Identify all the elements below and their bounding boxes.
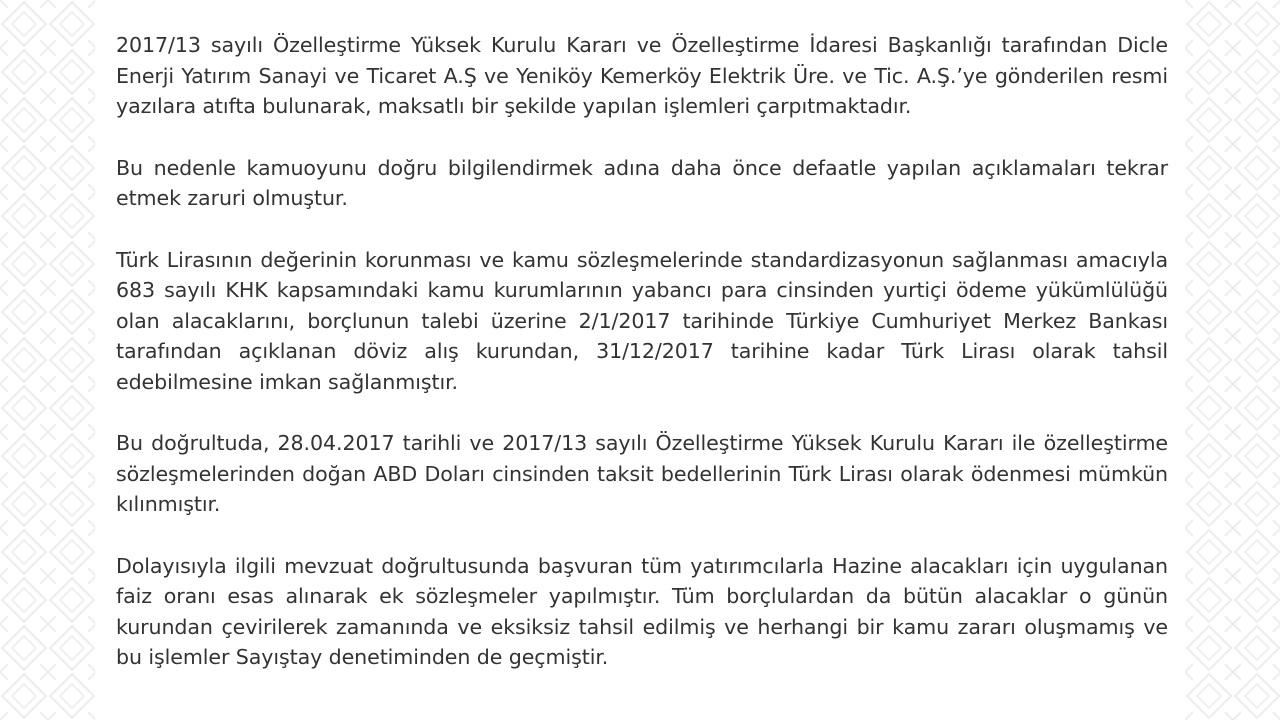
document-body: [116, 30, 1168, 704]
decorative-pattern-right: [1185, 0, 1280, 720]
paragraph: Türk Lirasının değerinin korunması ve kamu sözleşmelerinde standardizasyonun sağlanması amacıyla 683 sayılı KHK kapsamındaki kamu kurumlarının yabancı para cinsinden yurtiçi ödeme yükümlülüğü olan alacaklarını, borçlunun talebi üzerine 2/1/2017 tarihinde Türkiye Cumhuriyet Merkez Bankası tarafından açıklanan döviz alış kurundan, 31/12/2017 tarihine kadar Türk Lirası olarak tahsil edebilmesine imkan sağlanmıştır.: [116, 247, 1168, 394]
paragraph: Bu doğrultuda, 28.04.2017 tarihli ve 2017/13 sayılı Özelleştirme Yüksek Kurulu Kararı ile özelleştirme sözleşmelerinden doğan ABD Doları cinsinden taksit bedellerinin Türk Lirası olarak ödenmesi mümkün kılınmıştır.: [116, 431, 1168, 516]
decorative-pattern-left: [0, 0, 95, 720]
paragraph: Bu nedenle kamuoyunu doğru bilgilendirmek adına daha önce defaatle yapılan açıklamaları tekrar etmek zaruri olmuştur.: [116, 155, 1168, 210]
paragraph: 2017/13 sayılı Özelleştirme Yüksek Kurulu Kararı ve Özelleştirme İdaresi Başkanlığı tarafından Dicle Enerji Yatırım Sanayi ve Ticaret A.Ş ve Yeniköy Kemerköy Elektrik Üre. ve Tic. A.Ş.’ye gönderilen resmi yazılara atıfta bulunarak, maksatlı bir şekilde yapılan işlemleri çarpıtmaktadır.: [116, 33, 1168, 118]
paragraph: Dolayısıyla ilgili mevzuat doğrultusunda başvuran tüm yatırımcılarla Hazine alacakları için uygulanan faiz oranı esas alınarak ek sözleşmeler yapılmıştır. Tüm borçlulardan da bütün alacaklar o günün kurundan çevirilerek zamanında ve eksiksiz tahsil edilmiş ve herhangi bir kamu zararı oluşmamış ve bu işlemler Sayıştay denetiminden de geçmiştir.: [116, 553, 1168, 669]
